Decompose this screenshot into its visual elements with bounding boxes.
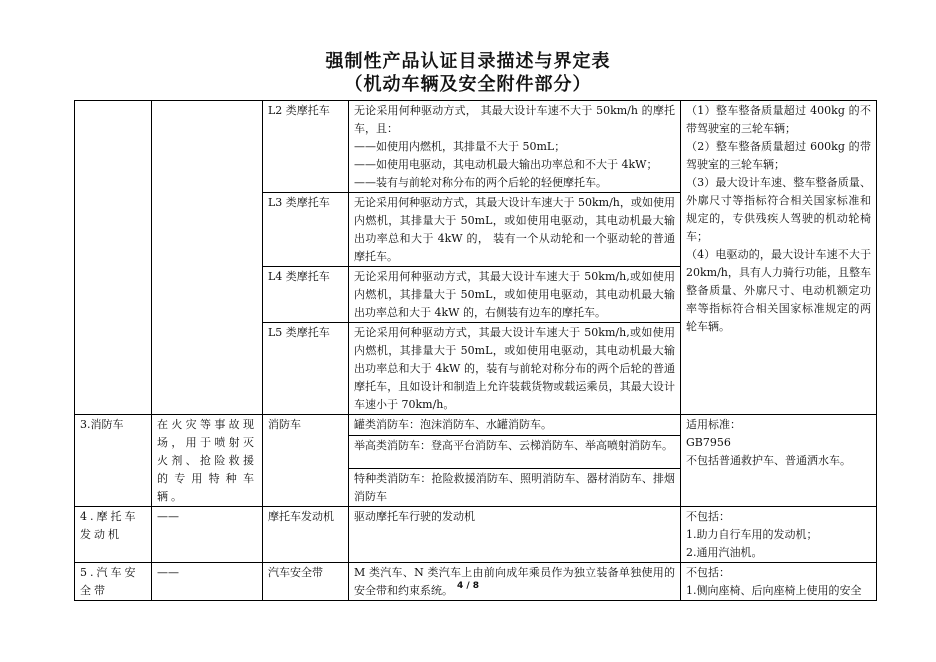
product-cell: 摩托车发动机 (263, 507, 349, 563)
description-cell: 举高类消防车：登高平台消防车、云梯消防车、举高喷射消防车。 (349, 436, 681, 468)
description-line: ——如使用电驱动，其电动机最大输出功率总和不大于 4kW； (354, 158, 658, 171)
product-type-cell: L5 类摩托车 (263, 323, 349, 415)
note-line: GB7956 (686, 436, 731, 449)
note-line: （3）最大设计车速、整车整备质量、外廓尺寸等指标符合相关国家标准和规定的，专供残疾人驾驶的机动轮椅车； (686, 176, 871, 243)
description-line: 无论采用何种驱动方式， 其最大设计车速不大于 50km/h 的摩托车，且： (354, 104, 675, 135)
product-cell: 消防车 (263, 415, 349, 507)
note-line: 1.侧向座椅、后向座椅上使用的安全 (686, 584, 862, 597)
description-cell: 无论采用何种驱动方式，其最大设计车速大于 50km/h,或如使用内燃机，其排量大于 50mL，或如使用电驱动，其电动机最大输出功率总和大于 4kW 的，装有与前轮对称分布的两个后轮的普通摩托车，且如设计和制造上允许装载货物或载运乘员，其最大设计车速小于 70km/h。 (349, 323, 681, 415)
product-cell: 汽车安全带 (263, 563, 349, 601)
notes-cell (681, 101, 877, 415)
table-row (75, 101, 877, 193)
note-line: 1.助力自行车用的发动机； (686, 528, 818, 541)
product-type-cell: L2 类摩托车 (263, 101, 349, 193)
notes-cell (681, 507, 877, 563)
category-cell-empty (75, 101, 152, 415)
catalog-table (74, 100, 877, 601)
description-cell: 罐类消防车：泡沫消防车、水罐消防车。 (349, 415, 681, 436)
description-cell (349, 101, 681, 193)
description-cell: M 类汽车、N 类汽车上由前向成年乘员作为独立装备单独使用的安全带和约束系统。 (349, 563, 681, 601)
page-number: 4 / 8 (456, 581, 480, 591)
table-row (75, 507, 877, 563)
definition-cell-empty (152, 101, 263, 415)
description-cell: 驱动摩托车行驶的发动机 (349, 507, 681, 563)
definition-cell: 在火灾等事故现场，用于喷射灭火剂、抢险救援的专用特种车辆。 (152, 415, 263, 507)
note-line: 适用标准： (686, 418, 741, 431)
note-line: 不包括普通救护车、普通洒水车。 (686, 454, 851, 467)
category-cell: 4.摩托车发动机 (75, 507, 152, 563)
description-cell: 无论采用何种驱动方式，其最大设计车速大于 50km/h,或如使用内燃机，其排量大于 50mL，或如使用电驱动，其电动机最大输出功率总和大于 4kW 的，右侧装有边车的摩托车。 (349, 267, 681, 323)
description-line: ——装有与前轮对称分布的两个后轮的轻便摩托车。 (354, 176, 607, 189)
product-type-cell: L4 类摩托车 (263, 267, 349, 323)
note-line: （1）整车整备质量超过 400kg 的不带驾驶室的三轮车辆； (686, 104, 871, 135)
document-subtitle: （机动车辆及安全附件部分） (344, 74, 592, 95)
note-line: （4）电驱动的，最大设计车速不大于 20km/h，具有人力骑行功能，且整车整备质量、外廓尺寸、电动机额定功率等指标符合相关国家标准规定的两轮车辆。 (686, 248, 871, 333)
note-line: 不包括： (686, 566, 730, 579)
description-cell: 无论采用何种驱动方式，其最大设计车速大于 50km/h，或如使用内燃机，其排量大于 50mL，或如使用电驱动，其电动机最大输出功率总和大于 4kW 的， 装有一个从动轮和一个驱动轮的普通摩托车。 (349, 193, 681, 267)
category-cell: 5.汽车安全带 (75, 563, 152, 601)
notes-cell (681, 415, 877, 507)
document-title: 强制性产品认证目录描述与界定表 (325, 51, 611, 72)
description-line: ——如使用内燃机，其排量不大于 50mL； (354, 140, 566, 153)
product-type-cell: L3 类摩托车 (263, 193, 349, 267)
note-line: 2.通用汽油机。 (686, 546, 763, 559)
note-line: （2）整车整备质量超过 600kg 的带驾驶室的三轮车辆； (686, 140, 871, 171)
definition-cell: —— (152, 507, 263, 563)
note-line: 不包括： (686, 510, 730, 523)
description-cell: 特种类消防车：抢险救援消防车、照明消防车、器材消防车、排烟消防车 (349, 468, 681, 506)
category-cell: 3.消防车 (75, 415, 152, 507)
definition-cell: —— (152, 563, 263, 601)
table-row (75, 415, 877, 436)
